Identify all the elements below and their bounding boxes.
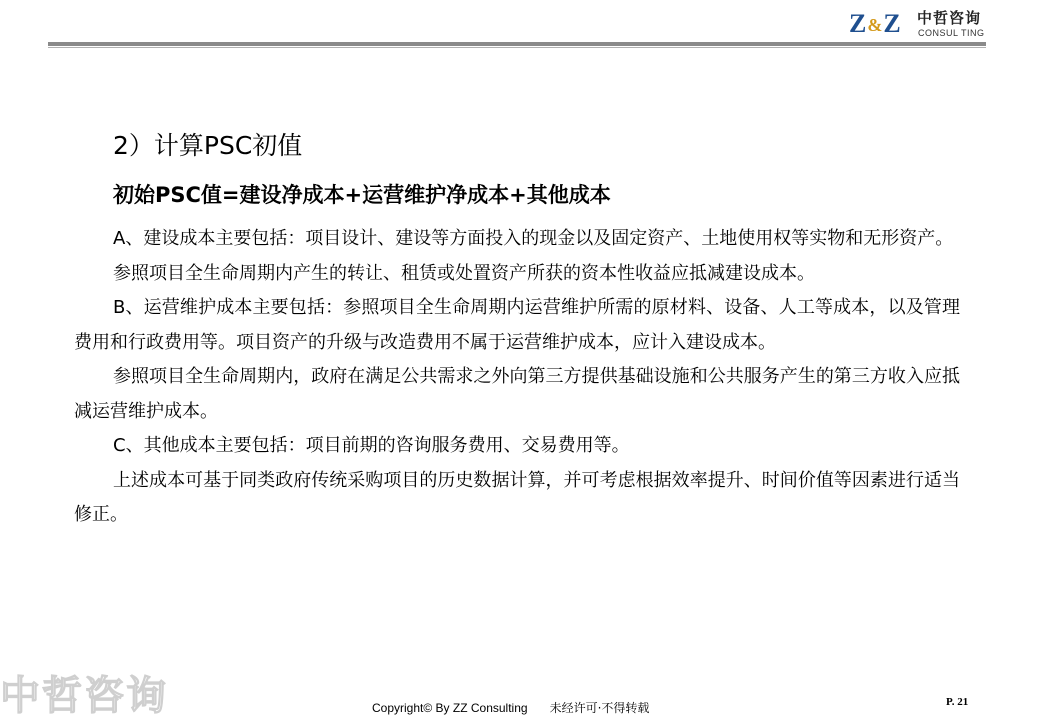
header-divider-thin [48,47,986,48]
page-number: P. 21 [946,696,969,708]
logo-chinese-name: 中哲咨询 [917,9,982,27]
paragraph-operation-cost: B、运营维护成本主要包括：参照项目全生命周期内运营维护所需的原材料、设备、人工等成本，以及管理费用和行政费用等。项目资产的升级与改造费用不属于运营维护成本，应计入建设成本。 [74,297,960,353]
header-divider [48,42,986,46]
company-logo [849,9,989,41]
logo-mark-amp: & [867,15,884,35]
paragraph-construction-offset: 参照项目全生命周期内产生的转让、租赁或处置资产所获的资本性收益应抵减建设成本。 [113,262,815,284]
paragraph-other-cost: C、其他成本主要包括：项目前期的咨询服务费用、交易费用等。 [113,435,630,456]
reprint-notice: 未经许可·不得转载 [549,701,650,715]
body-text [74,222,960,533]
paragraph-construction-cost: A、建设成本主要包括：项目设计、建设等方面投入的现金以及固定资产、土地使用权等实物和无形资产。 [113,228,954,249]
logo-mark-right: Z [883,9,902,38]
logo-english-name: CONSUL TING [918,28,985,38]
psc-formula: 初始PSC值=建设净成本+运营维护净成本+其他成本 [113,183,611,207]
logo-mark [849,9,902,40]
paragraph-operation-offset: 参照项目全生命周期内，政府在满足公共需求之外向第三方提供基础设施和公共服务产生的第三方收入应抵减运营维护成本。 [74,366,960,422]
paragraph-calculation-note: 上述成本可基于同类政府传统采购项目的历史数据计算，并可考虑根据效率提升、时间价值等因素进行适当修正。 [74,469,960,525]
watermark: 中哲咨询 [0,673,168,719]
logo-mark-left: Z [849,9,868,38]
copyright-footer [372,700,649,716]
copyright-text: Copyright© By ZZ Consulting [372,701,528,715]
section-title: 2）计算PSC初值 [113,131,303,160]
